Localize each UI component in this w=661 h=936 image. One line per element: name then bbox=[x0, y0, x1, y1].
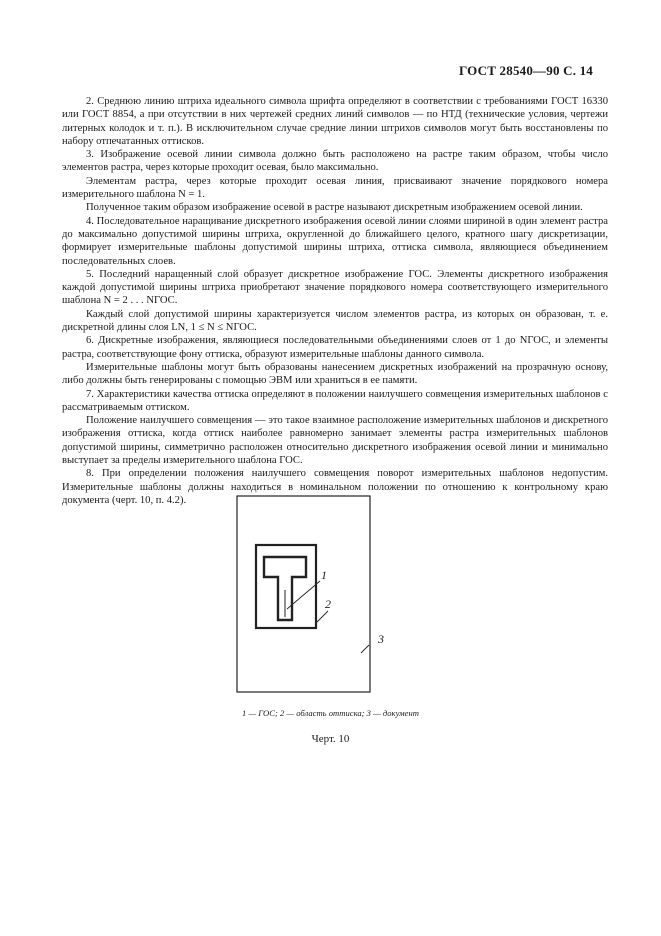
paragraph: 7. Характеристики качества оттиска определяют в положении наилучшего совмещения измерительных шаблонов с рассматриваемым оттиском. bbox=[62, 388, 608, 413]
figure-label-3: 3 bbox=[378, 632, 384, 646]
figure-caption: Черт. 10 bbox=[311, 733, 350, 745]
body-text bbox=[62, 95, 608, 507]
paragraph: Полученное таким образом изображение осевой в растре называют дискретным изображением осевой линии. bbox=[86, 202, 583, 214]
paragraph: 8. При определении положения наилучшего совмещения поворот измерительных шаблонов недопустим. Измерительные шаблоны должны находиться в номинальном положении по отношению к контрольному краю документа (черт. 10, п. 4.2). bbox=[62, 468, 608, 506]
figure-drawing bbox=[236, 495, 384, 695]
paragraph: 4. Последовательное наращивание дискретного изображения осевой линии слоями шириной в один элемент растра до максимально допустимой ширины штриха, округленной до ближайшего целого, кратного шагу дискретизации, формирует измерительные шаблоны допустимой ширины штриха, оттиска символа, являющиеся объединением последовательных слоев. bbox=[62, 215, 608, 267]
paragraph: Измерительные шаблоны могут быть образованы нанесением дискретных изображений на прозрачную основу, либо должны быть генерированы с помощью ЭВМ или храниться в ее памяти. bbox=[62, 361, 608, 387]
paragraph: Положение наилучшего совмещения — это такое взаимное расположение измерительных шаблонов и дискретного изображения оттиска, когда оттиск наиболее равномерно занимает элементы растра измерительных шаблонов допустимой ширины, симметрично расположен относительно дискретного изображения осевой линии и минимально выступает за пределы измерительного шаблона ГОС. bbox=[62, 415, 608, 467]
paragraph: 5. Последний наращенный слой образует дискретное изображение ГОС. Элементы дискретного изображения каждой допустимой ширины штриха приобретают значение порядкового номера соответствующего измерительного шаблона N = 2 . . . NГОС. bbox=[62, 268, 608, 307]
paragraph: 3. Изображение осевой линии символа должно быть расположено на растре таким образом, чтобы число элементов растра, через которые проходит осевая, было максимально. bbox=[62, 149, 608, 174]
figure-label-1: 1 bbox=[321, 568, 327, 582]
leader-line-2 bbox=[316, 611, 328, 623]
page-header: ГОСТ 28540—90 С. 14 bbox=[459, 63, 593, 78]
figure-10 bbox=[236, 495, 384, 695]
figure-label-2: 2 bbox=[325, 597, 331, 611]
figure-legend: 1 — ГОС; 2 — область оттиска; 3 — документ bbox=[242, 708, 419, 718]
paragraph: Элементам растра, через которые проходит осевая линия, присваивают значение порядкового номера измерительного шаблона N = 1. bbox=[62, 175, 608, 201]
paragraph: 6. Дискретные изображения, являющиеся последовательными объединениями слоев от 1 до NГОС, и элементы растра, соответствующие фону оттиска, образуют измерительные шаблоны данного символа. bbox=[62, 335, 608, 360]
leader-line-3 bbox=[361, 645, 369, 653]
paragraph: Каждый слой допустимой ширины характеризуется числом элементов растра, из которых он образован, т. е. дискретной длины слоя LN, 1 ≤ N ≤ NГОС. bbox=[62, 308, 608, 334]
paragraph: 2. Среднюю линию штриха идеального символа шрифта определяют в соответствии с требованиями ГОСТ 16330 или ГОСТ 8854, а при отсутствии в них чертежей средних линий символов — по НТД (технические условия, чертежи литерных колодок и т. п.). В исключительном случае средние линии штрихов символов могут быть восстановлены по набору отпечатанных оттисков. bbox=[62, 96, 608, 147]
